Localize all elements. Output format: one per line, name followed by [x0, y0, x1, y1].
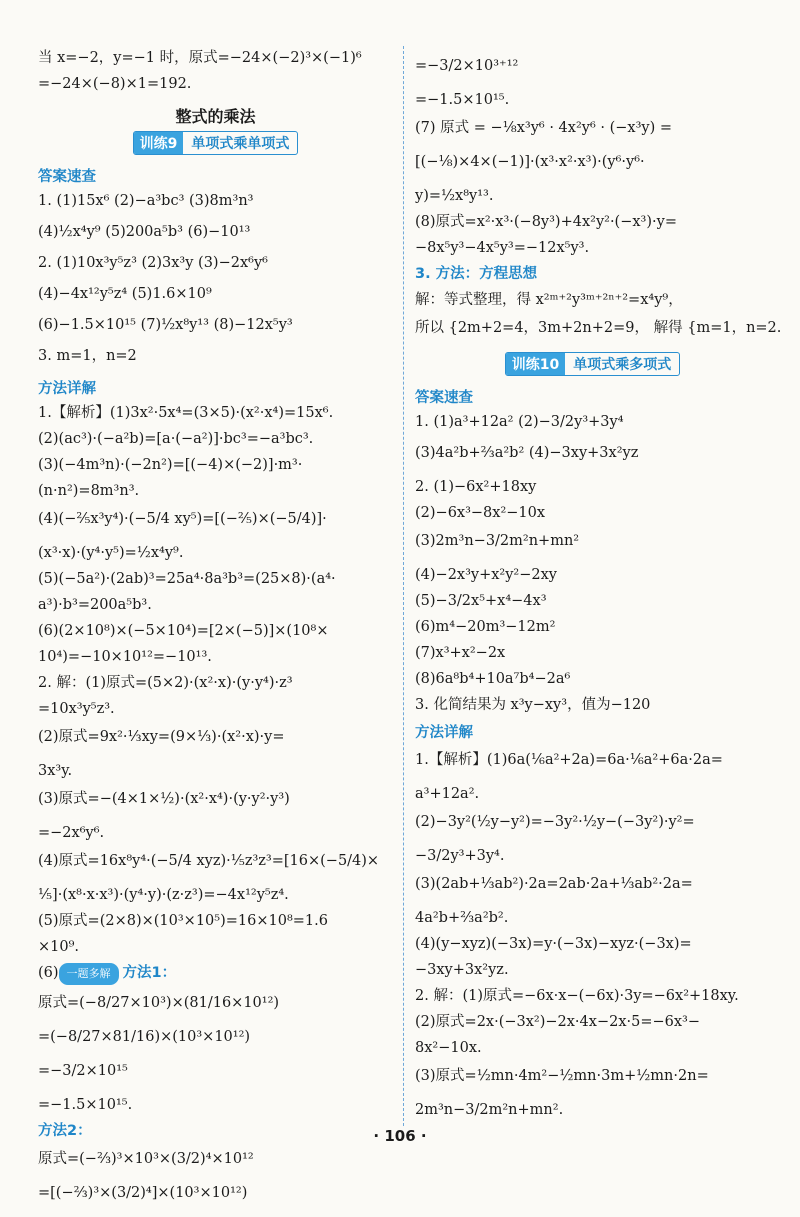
solution-line: −8x⁵y³−4x⁵y³=−12x⁵y³.	[415, 240, 590, 256]
solution-line: (6)(2×10⁸)×(−5×10⁴)=[2×(−5)]×(10⁸×	[38, 623, 329, 639]
answer-line: 1. (1)a³+12a² (2)−3/2y³+3y⁴	[415, 414, 624, 430]
training-label: 训练10	[506, 353, 565, 375]
solution-line: [(−⅛)×4×(−1)]·(x³·x²·x³)·(y⁶·y⁶·	[415, 154, 645, 170]
solution-line: 原式=(−⅔)³×10³×(3/2)⁴×10¹²	[38, 1151, 254, 1167]
answer-line: (2)−6x³−8x²−10x	[415, 505, 546, 521]
solution-line: =10x³y⁵z³.	[38, 701, 115, 717]
solution-line: (n·n²)=8m³n³.	[38, 483, 140, 499]
solution-line: (3)原式=−(4×1×½)·(x²·x⁴)·(y·y²·y³)	[38, 791, 290, 807]
multi-solution-badge: 一题多解	[59, 963, 119, 985]
solution-line: =−3/2×10¹⁵	[38, 1063, 128, 1079]
quick-answer-heading: 答案速查	[415, 390, 473, 406]
solution-line: (2)原式=9x²·⅓xy=(9×⅓)·(x²·x)·y=	[38, 729, 285, 745]
method1-label: 方法1：	[122, 965, 177, 981]
solution-line: y)=½x⁸y¹³.	[415, 188, 494, 204]
answer-line: (5)−3/2x⁵+x⁴−4x³	[415, 593, 547, 609]
training-tag	[505, 352, 680, 376]
answer-line: (7)x³+x²−2x	[415, 645, 506, 661]
solution-line: (3)原式=½mn·4m²−½mn·3m+½mn·2n=	[415, 1068, 709, 1084]
solution-line: (7) 原式 = −⅛x³y⁶ · 4x²y⁶ · (−x³y) =	[415, 120, 672, 136]
solution-line: (3)(2ab+⅓ab²)·2a=2ab·2a+⅓ab²·2a=	[415, 876, 693, 892]
solution-line: −3/2y³+3y⁴.	[415, 848, 505, 864]
solution-line: (5)原式=(2×8)×(10³×10⁵)=16×10⁸=1.6	[38, 913, 328, 929]
solution-line: (2)原式=2x·(−3x²)−2x·4x−2x·5=−6x³−	[415, 1014, 700, 1030]
method-detail-heading: 方法详解	[38, 381, 96, 397]
solution-line: 1.【解析】(1)3x²·5x⁴=(3×5)·(x²·x⁴)=15x⁶.	[38, 405, 334, 421]
answer-line: 3. 化简结果为 x³y−xy³，值为−120	[415, 697, 651, 713]
solution-line: a³+12a².	[415, 786, 480, 802]
quick-answer-heading: 答案速查	[38, 169, 96, 185]
solution-line: 3x³y.	[38, 763, 73, 779]
solution-line: 2. 解：(1)原式=−6x·x−(−6x)·3y=−6x²+18xy.	[415, 988, 739, 1004]
solution-line: (3)(−4m³n)·(−2n²)=[(−4)×(−2)]·m³·	[38, 457, 303, 473]
solution-line: =−1.5×10¹⁵.	[415, 92, 510, 108]
solution-line: ⅕]·(x⁸·x·x³)·(y⁴·y)·(z·z³)=−4x¹²y⁵z⁴.	[38, 887, 289, 903]
solution-line: (2)(ac³)·(−a²b)=[a·(−a²)]·bc³=−a³bc³.	[38, 431, 314, 447]
answer-line: (6)−1.5×10¹⁵ (7)½x⁸y¹³ (8)−12x⁵y³	[38, 317, 293, 333]
method-detail-heading: 方法详解	[415, 725, 473, 741]
training-title: 单项式乘单项式	[191, 136, 290, 152]
solution-line: 4a²b+⅔a²b².	[415, 910, 509, 926]
solution-line: −3xy+3x²yz.	[415, 962, 509, 978]
training-title: 单项式乘多项式	[573, 357, 672, 373]
answer-line: (4)−2x³y+x²y²−2xy	[415, 567, 557, 583]
solution-line: a³)·b³=200a⁵b³.	[38, 597, 152, 613]
column-divider	[403, 46, 404, 1126]
answer-line: 2. (1)−6x²+18xy	[415, 479, 537, 495]
solution-line: =−3/2×10³⁺¹²	[415, 58, 519, 74]
text-line: 当 x=−2，y=−1 时，原式=−24×(−2)³×(−1)⁶	[38, 50, 362, 66]
solution-line: 1.【解析】(1)6a(⅙a²+2a)=6a·⅙a²+6a·2a=	[415, 752, 723, 768]
solution-line: (2)−3y²(½y−y²)=−3y²·½y−(−3y²)·y²=	[415, 814, 695, 830]
answer-line: 3. m=1，n=2	[38, 348, 137, 364]
method2-label-text: 方法2：	[38, 1123, 92, 1139]
solution-line: 解：等式整理，得 x²ᵐ⁺²y³ᵐ⁺²ⁿ⁺²=x⁴y⁹，	[415, 292, 683, 308]
question3-method-title: 3. 方法：方程思想	[415, 266, 538, 282]
solution-line: 2m³n−3/2m²n+mn².	[415, 1102, 564, 1118]
solution-line: =−1.5×10¹⁵.	[38, 1097, 133, 1113]
answer-line: (4)½x⁴y⁹ (5)200a⁵b³ (6)−10¹³	[38, 224, 251, 240]
solution-line: (4)(−⅖x³y⁴)·(−5/4 xy⁵)=[(−⅖)×(−5/4)]·	[38, 511, 327, 527]
solution-line: =−2x⁶y⁶.	[38, 825, 105, 841]
section-title: 整式的乘法	[175, 107, 256, 126]
solution-line: 10⁴)=−10×10¹²=−10¹³.	[38, 649, 212, 665]
left-column	[38, 48, 393, 1217]
answer-line: (4)−4x¹²y⁵z⁴ (5)1.6×10⁹	[38, 286, 212, 302]
solution-line: (4)原式=16x⁸y⁴·(−5/4 xyz)·⅕z³z³=[16×(−5/4)×	[38, 853, 380, 869]
training-tag	[133, 131, 299, 155]
answer-line: (6)m⁴−20m³−12m²	[415, 619, 556, 635]
solution-line: (8)原式=x²·x³·(−8y³)+4x²y²·(−x³)·y=	[415, 214, 677, 230]
solution-line: =(−8/27×81/16)×(10³×10¹²)	[38, 1029, 251, 1045]
answer-line: (8)6a⁸b⁴+10a⁷b⁴−2a⁶	[415, 671, 571, 687]
solution-line: =[(−⅔)³×(3/2)⁴]×(10³×10¹²)	[38, 1185, 248, 1201]
solution-line: (x³·x)·(y⁴·y⁵)=½x⁴y⁹.	[38, 545, 184, 561]
method1-title-line: (6) 一题多解 方法1：	[38, 963, 393, 985]
answer-line: (3)2m³n−3/2m²n+mn²	[415, 533, 580, 549]
solution-line: 2. 解：(1)原式=(5×2)·(x²·x)·(y·y⁴)·z³	[38, 675, 293, 691]
right-column	[415, 48, 782, 1126]
answer-line: 2. (1)10x³y⁵z³ (2)3x³y (3)−2x⁶y⁶	[38, 255, 268, 271]
text-line: =−24×(−8)×1=192.	[38, 76, 192, 92]
solution-line: 8x²−10x.	[415, 1040, 482, 1056]
answer-line: 1. (1)15x⁶ (2)−a³bc³ (3)8m³n³	[38, 193, 254, 209]
page-number: · 106 ·	[373, 1127, 427, 1145]
solution-line: 所以 {2m+2=4，3m+2n+2=9， 解得 {m=1，n=2.	[415, 320, 782, 336]
solution-line: (5)(−5a²)·(2ab)³=25a⁴·8a³b³=(25×8)·(a⁴·	[38, 571, 336, 587]
solution-line: ×10⁹.	[38, 939, 80, 955]
answer-line: (3)4a²b+⅔a²b² (4)−3xy+3x²yz	[415, 445, 639, 461]
solution-line: 原式=(−8/27×10³)×(81/16×10¹²)	[38, 995, 280, 1011]
training-label: 训练9	[134, 132, 184, 154]
training-banner	[38, 131, 393, 159]
solution-line: (4)(y−xyz)(−3x)=y·(−3x)−xyz·(−3x)=	[415, 936, 692, 952]
training-banner	[415, 352, 770, 380]
